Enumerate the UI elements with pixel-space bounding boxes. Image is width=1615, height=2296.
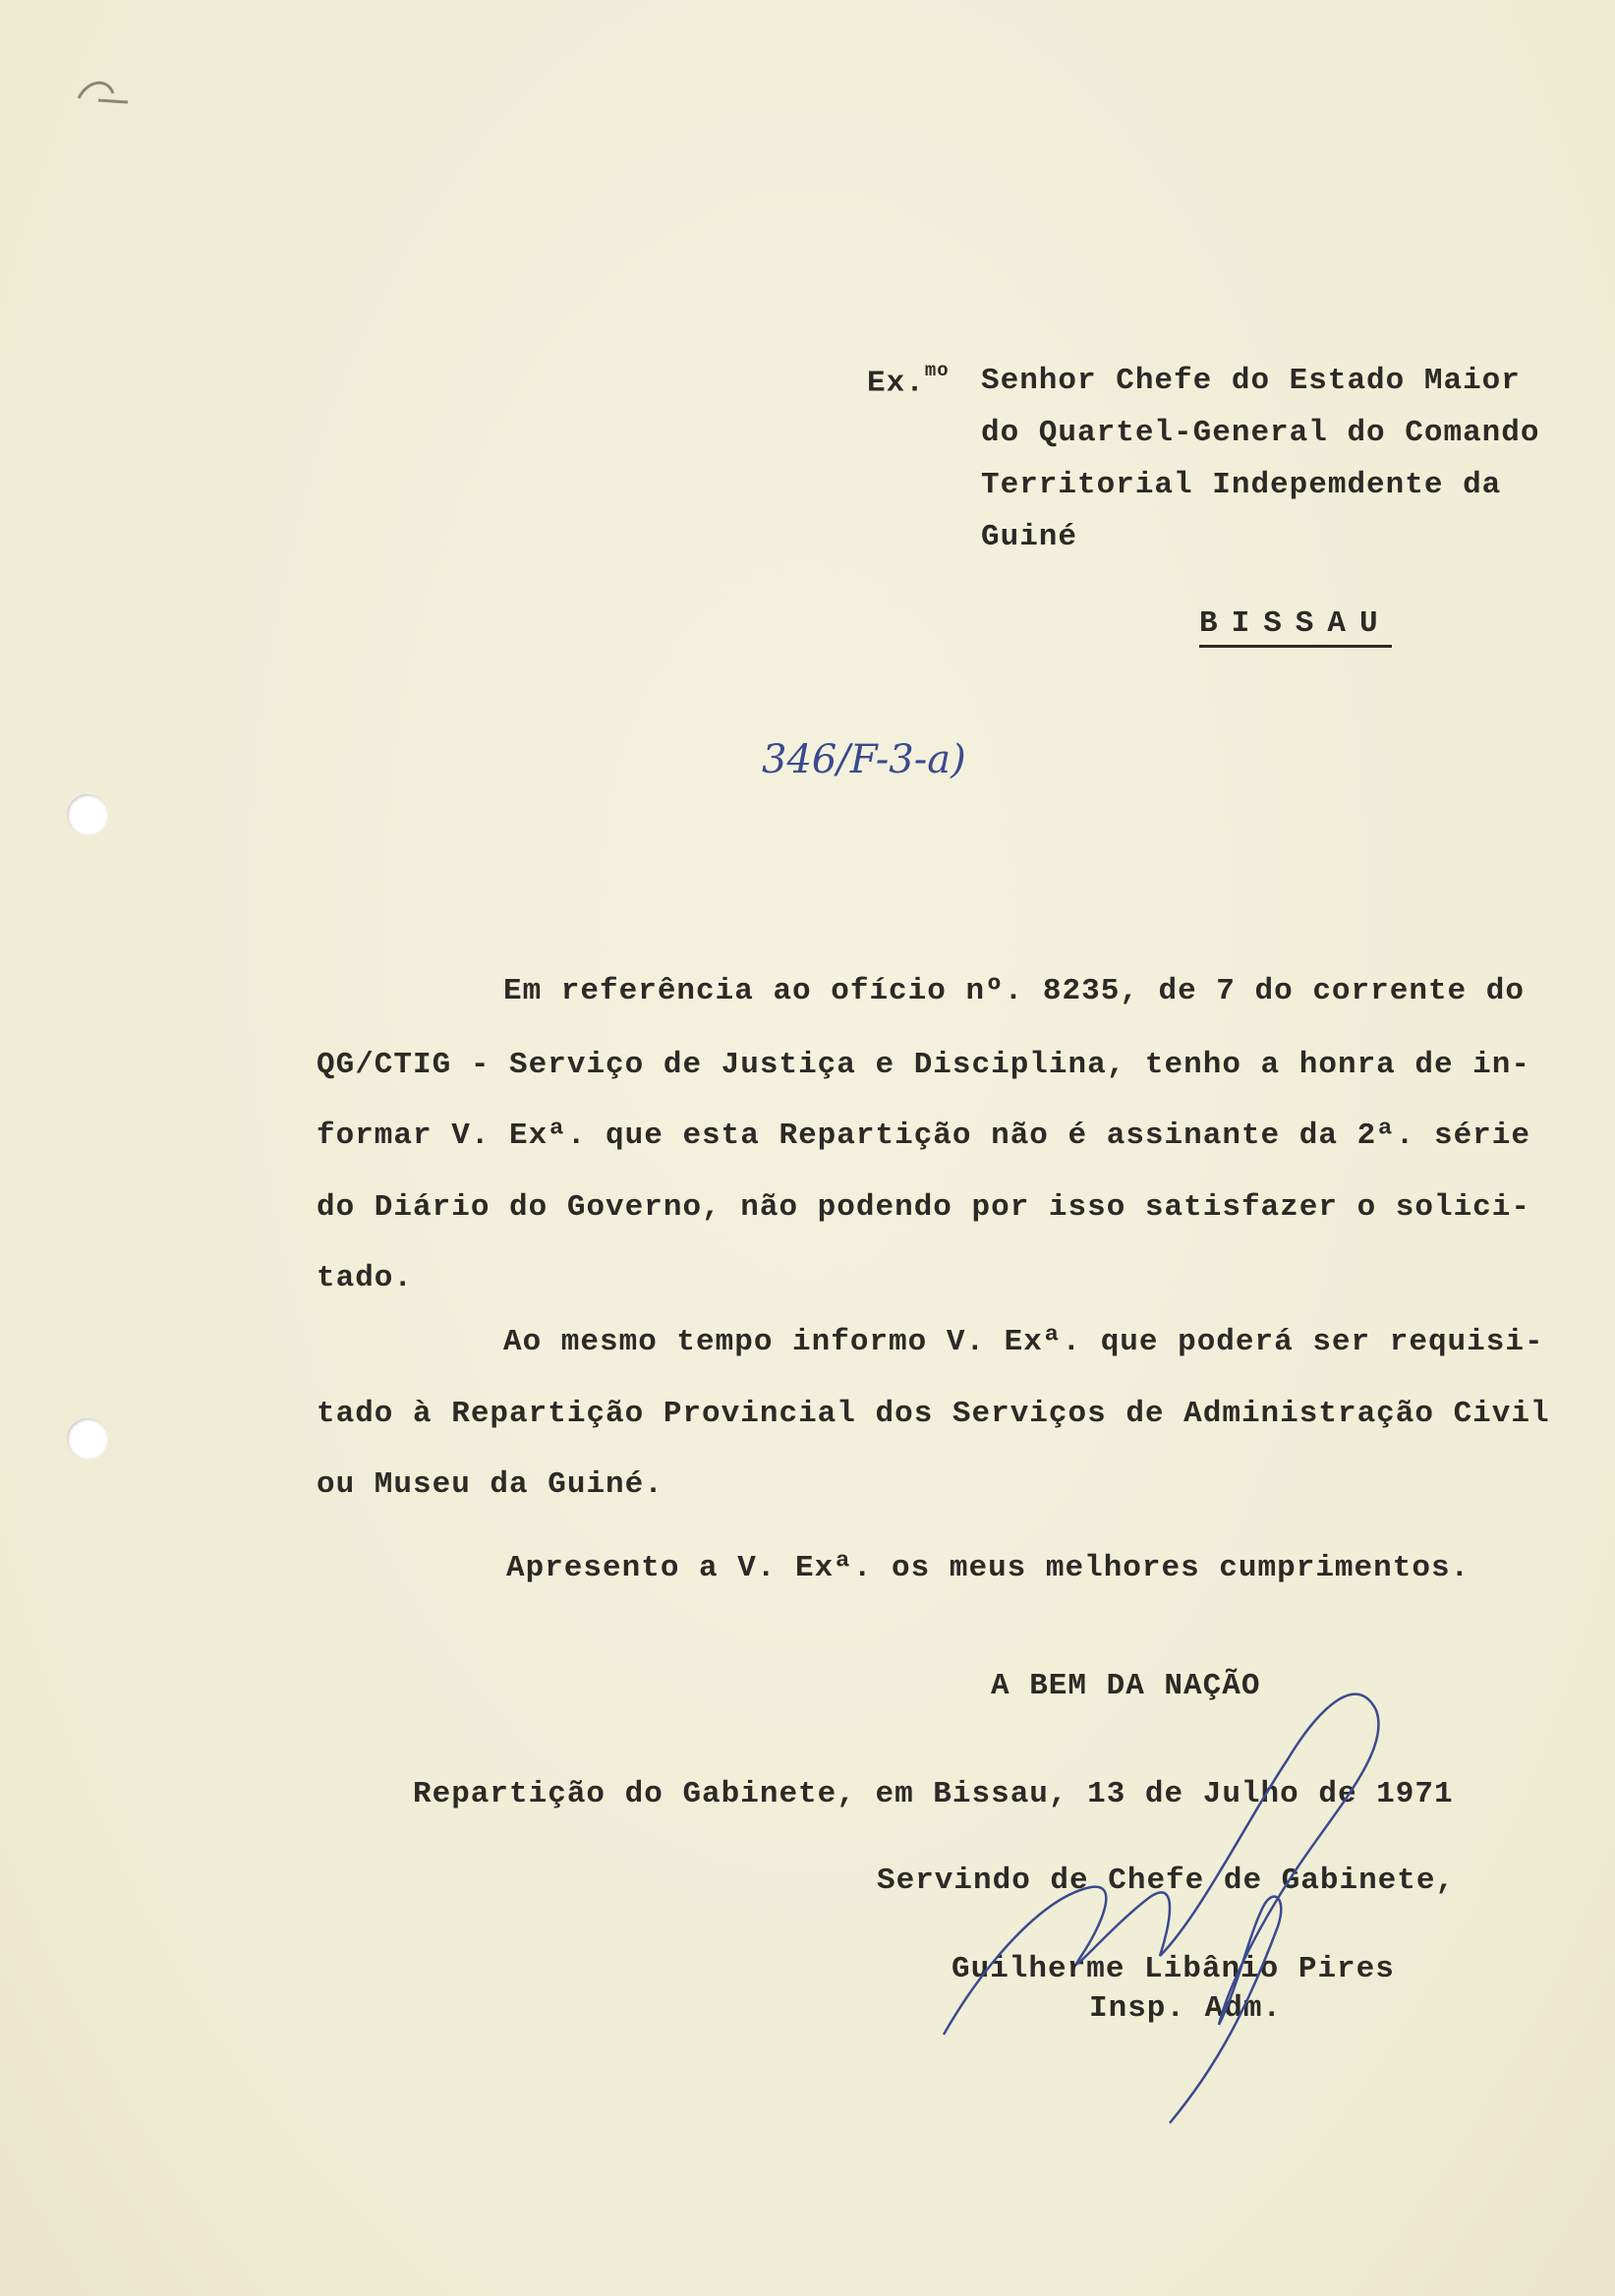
- body-p1-line-2: QG/CTIG - Serviço de Justiça e Disciplina, tenho a honra de in-: [317, 1048, 1530, 1082]
- closing-place-date: Repartição do Gabinete, em Bissau, 13 de Julho de 1971: [413, 1777, 1454, 1811]
- addressee-line-2: do Quartel-General do Comando: [981, 416, 1540, 450]
- punch-hole-bottom: [67, 1418, 108, 1460]
- handwritten-reference: 346/F-3-a): [762, 737, 966, 782]
- addressee-line-4: Guiné: [981, 520, 1078, 554]
- body-p2-line-2: tado à Repartição Provincial dos Serviços de Administração Civil: [317, 1397, 1550, 1431]
- body-p2-line-3: ou Museu da Guiné.: [317, 1467, 663, 1502]
- body-p1-line-4: do Diário do Governo, não podendo por isso satisfazer o solici-: [317, 1190, 1530, 1225]
- paper-stain-mark: [69, 69, 167, 118]
- addressee-line-1: Senhor Chefe do Estado Maior: [981, 364, 1521, 398]
- closing-name: Guilherme Libânio Pires: [952, 1952, 1395, 1986]
- handwritten-signature: [924, 1671, 1474, 2133]
- body-p1-line-3: formar V. Exª. que esta Repartição não é assinante da 2ª. série: [317, 1119, 1530, 1153]
- closing-role: Servindo de Chefe de Gabinete,: [877, 1864, 1456, 1898]
- addressee-salutation: Ex.$^{mo}$: [867, 360, 950, 401]
- closing-title: Insp. Adm.: [1089, 1991, 1283, 2026]
- closing-motto: A BEM DA NAÇÃO: [991, 1669, 1261, 1703]
- punch-hole-top: [67, 794, 108, 835]
- addressee-city: BISSAU: [1199, 606, 1392, 648]
- addressee-line-3: Territorial Indepemdente da: [981, 468, 1502, 502]
- body-p3: Apresento a V. Exª. os meus melhores cumprimentos.: [506, 1551, 1471, 1585]
- body-p1-line-5: tado.: [317, 1261, 414, 1295]
- body-p2-line-1: Ao mesmo tempo informo V. Exª. que poderá ser requisi-: [503, 1325, 1544, 1359]
- body-p1-line-1: Em referência ao ofício nº. 8235, de 7 do corrente do: [503, 974, 1525, 1008]
